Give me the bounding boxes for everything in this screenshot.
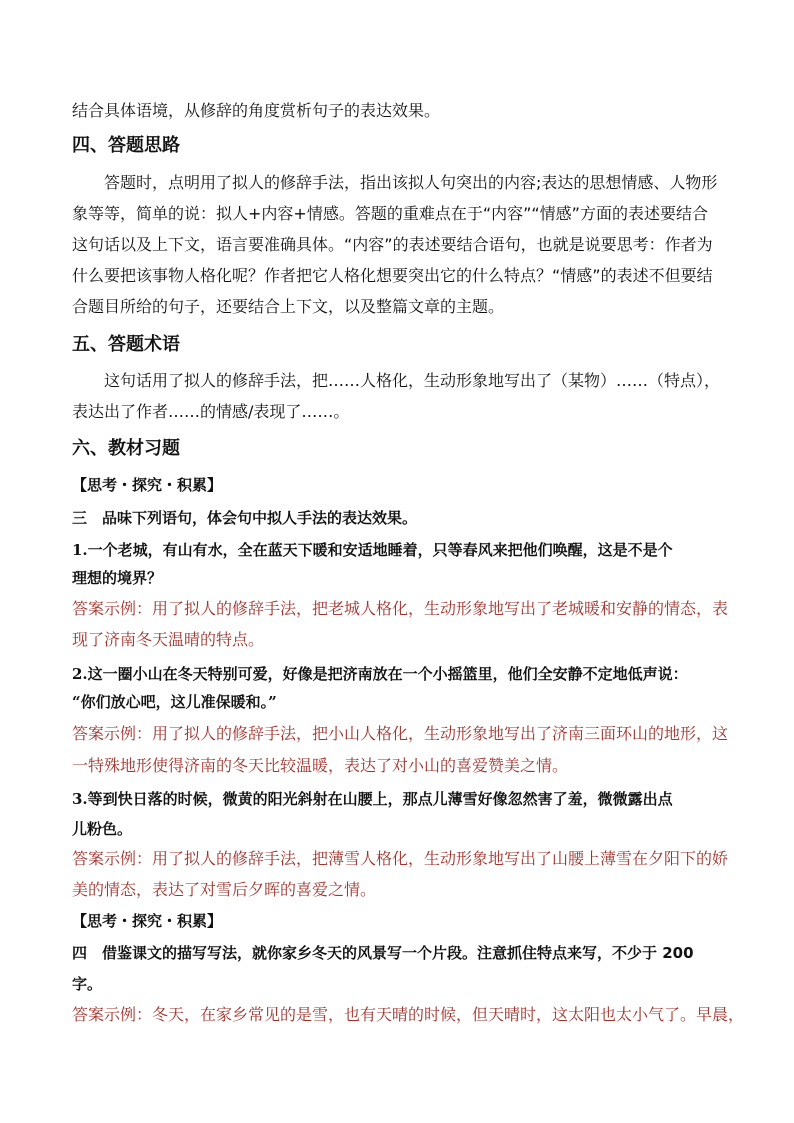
exercise-item-1: 理想的境界？ [72,569,163,587]
answer-1: 现了济南冬天温晴的特点。 [72,630,265,649]
exercise-tag: 【思考・探究・积累】 [72,912,223,930]
exercise-tag: 【思考・探究・积累】 [72,476,223,494]
question-3: 三 品味下列语句，体会句中拟人手法的表达效果。 [72,509,418,527]
answer-2: 一特殊地形使得济南的冬天比较温暖，表达了对小山的喜爱赞美之情。 [72,756,569,775]
exercise-item-3: 儿粉色。 [72,820,133,838]
paragraph-line: 什么要把该事物人格化呢？作者把它人格化想要突出它的什么特点？“情感”的表述不但要结 [72,266,713,285]
section-4-heading: 四、答题思路 [72,135,180,156]
answer-3: 答案示例：用了拟人的修辞手法，把薄雪人格化，生动形象地写出了山腰上薄雪在夕阳下的娇 [72,849,729,868]
paragraph-line: 象等等，简单的说：拟人+内容+情感。答题的重难点在于“内容”“情感”方面的表述要结合 [72,204,708,223]
answer-3: 美的情态，表达了对雪后夕晖的喜爱之情。 [72,880,377,899]
exercise-item-2: “你们放心吧，这儿准保暖和。” [72,693,277,711]
paragraph-line: 这句话以及上下文，语言要准确具体。“内容”的表述要结合语句，也就是说要思考：作者为 [72,235,713,254]
question-4: 四 借鉴课文的描写写法，就你家乡冬天的风景写一个片段。注意抓住特点来写，不少于 200 [72,944,694,962]
paragraph-line: 表达出了作者……的情感/表现了……。 [72,402,350,421]
question-4: 字。 [72,975,103,993]
answer-4: 答案示例：冬天，在家乡常见的是雪，也有天晴的时候，但天晴时，这太阳也太小气了。早晨， [72,1005,745,1024]
section-5-heading: 五、答题术语 [72,334,180,355]
exercise-item-2: 2.这一圈小山在冬天特别可爱，好像是把济南放在一个小摇篮里，他们全安静不定地低声说： [72,665,688,683]
answer-1: 答案示例：用了拟人的修辞手法，把老城人格化，生动形象地写出了老城暖和安静的情态，表 [72,599,729,618]
paragraph-line: 这句话用了拟人的修辞手法，把……人格化，生动形象地写出了（某物）……（特点）， [104,371,721,390]
section-6-heading: 六、教材习题 [72,438,180,459]
paragraph-line: 答题时，点明用了拟人的修辞手法，指出该拟人句突出的内容;表达的思想情感、人物形 [104,173,718,192]
answer-2: 答案示例：用了拟人的修辞手法，把小山人格化，生动形象地写出了济南三面环山的地形，这 [72,724,729,743]
exercise-item-3: 3.等到快日落的时候，微黄的阳光斜射在山腰上，那点儿薄雪好像忽然害了羞，微微露出点 [72,790,673,808]
paragraph-line: 合题目所给的句子，还要结合上下文，以及整篇文章的主题。 [72,297,505,316]
exercise-item-1: 1.一个老城，有山有水，全在蓝天下暖和安适地睡着，只等春风来把他们唤醒，这是不是个 [72,541,673,559]
intro-text: 结合具体语境，从修辞的角度赏析句子的表达效果。 [72,101,441,120]
